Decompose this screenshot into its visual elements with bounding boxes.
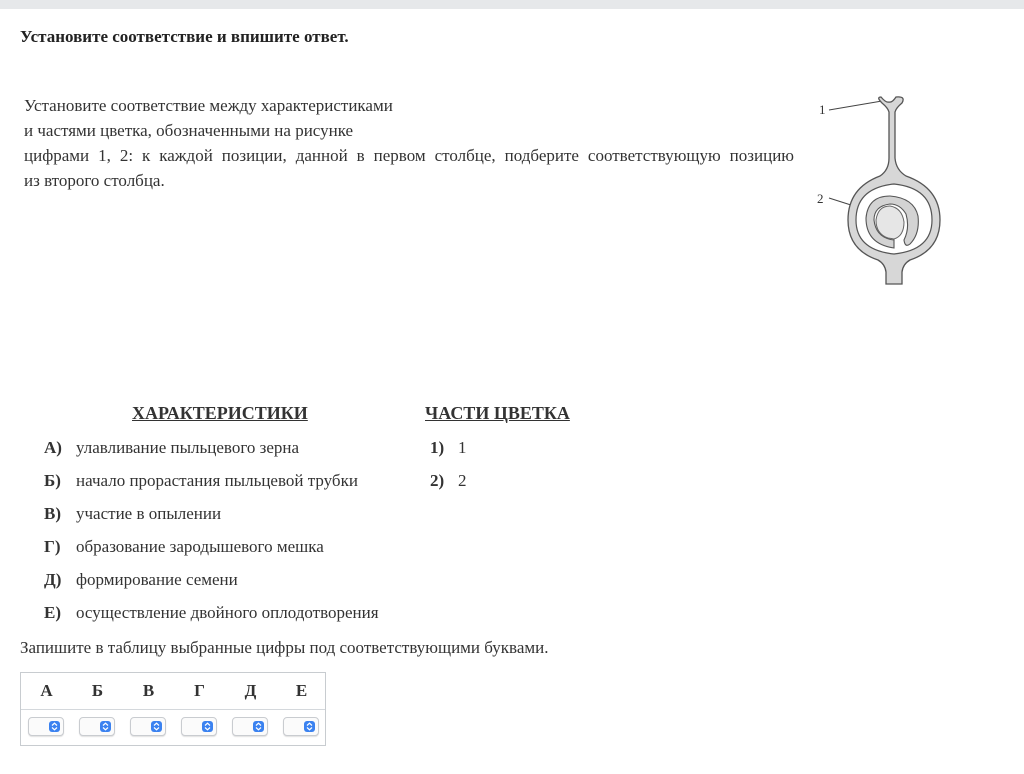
select-chevron-icon (151, 721, 162, 732)
item-text: начало прорастания пыльцевой трубки (76, 471, 358, 490)
top-bar (0, 0, 1024, 9)
answer-select-d[interactable] (232, 717, 268, 736)
column-letter: Д (244, 681, 257, 700)
item-text: образование зародышевого мешка (76, 537, 324, 556)
task-instruction: Установите соответствие и впишите ответ. (20, 27, 349, 46)
question-line: цифрами 1, 2: к каждой позиции, данной в первом столбце, подберите соответствующую позицию (24, 146, 794, 165)
answer-prompt: Запишите в таблицу выбранные цифры под соответствующими буквами. (20, 638, 549, 657)
item-letter: Г) (44, 537, 61, 556)
column-letter: В (142, 681, 155, 700)
column-letter: Е (295, 681, 308, 700)
question-line: Установите соответствие между характеристиками (24, 96, 393, 115)
column-letter: Г (194, 681, 205, 700)
flower-parts-header: ЧАСТИ ЦВЕТКА (425, 403, 570, 423)
select-chevron-icon (100, 721, 111, 732)
item-text: осуществление двойного оплодотворения (76, 603, 379, 622)
select-chevron-icon (304, 721, 315, 732)
column-letter: А (40, 681, 53, 700)
item-text: формирование семени (76, 570, 238, 589)
item-number: 2) (430, 471, 445, 490)
item-letter: Е) (44, 603, 61, 622)
characteristics-header: ХАРАКТЕРИСТИКИ (132, 403, 308, 423)
answer-select-g[interactable] (181, 717, 217, 736)
answer-select-b[interactable] (79, 717, 115, 736)
question-line: и частями цветка, обозначенными на рисунке (24, 121, 354, 140)
figure-label-2: 2 (817, 191, 824, 206)
select-chevron-icon (253, 721, 264, 732)
answer-table-header (21, 673, 325, 710)
answer-select-a[interactable] (28, 717, 64, 736)
item-text: 1 (458, 438, 467, 457)
item-letter: В) (44, 504, 61, 523)
item-letter: Б) (44, 471, 61, 490)
column-letter: Б (91, 681, 104, 700)
pointer-line-1 (829, 101, 882, 110)
answer-table (20, 672, 326, 746)
select-chevron-icon (202, 721, 213, 732)
item-text: 2 (458, 471, 467, 490)
question-text (24, 93, 804, 193)
item-text: улавливание пыльцевого зерна (76, 438, 300, 457)
question-line: из второго столбца. (24, 171, 165, 190)
item-number: 1) (430, 438, 445, 457)
answer-select-v[interactable] (130, 717, 166, 736)
pistil-figure (810, 88, 960, 293)
item-letter: А) (44, 438, 62, 457)
item-text: участие в опылении (76, 504, 222, 523)
select-chevron-icon (49, 721, 60, 732)
item-letter: Д) (44, 570, 62, 589)
figure-label-1: 1 (819, 102, 826, 117)
answer-select-e[interactable] (283, 717, 319, 736)
